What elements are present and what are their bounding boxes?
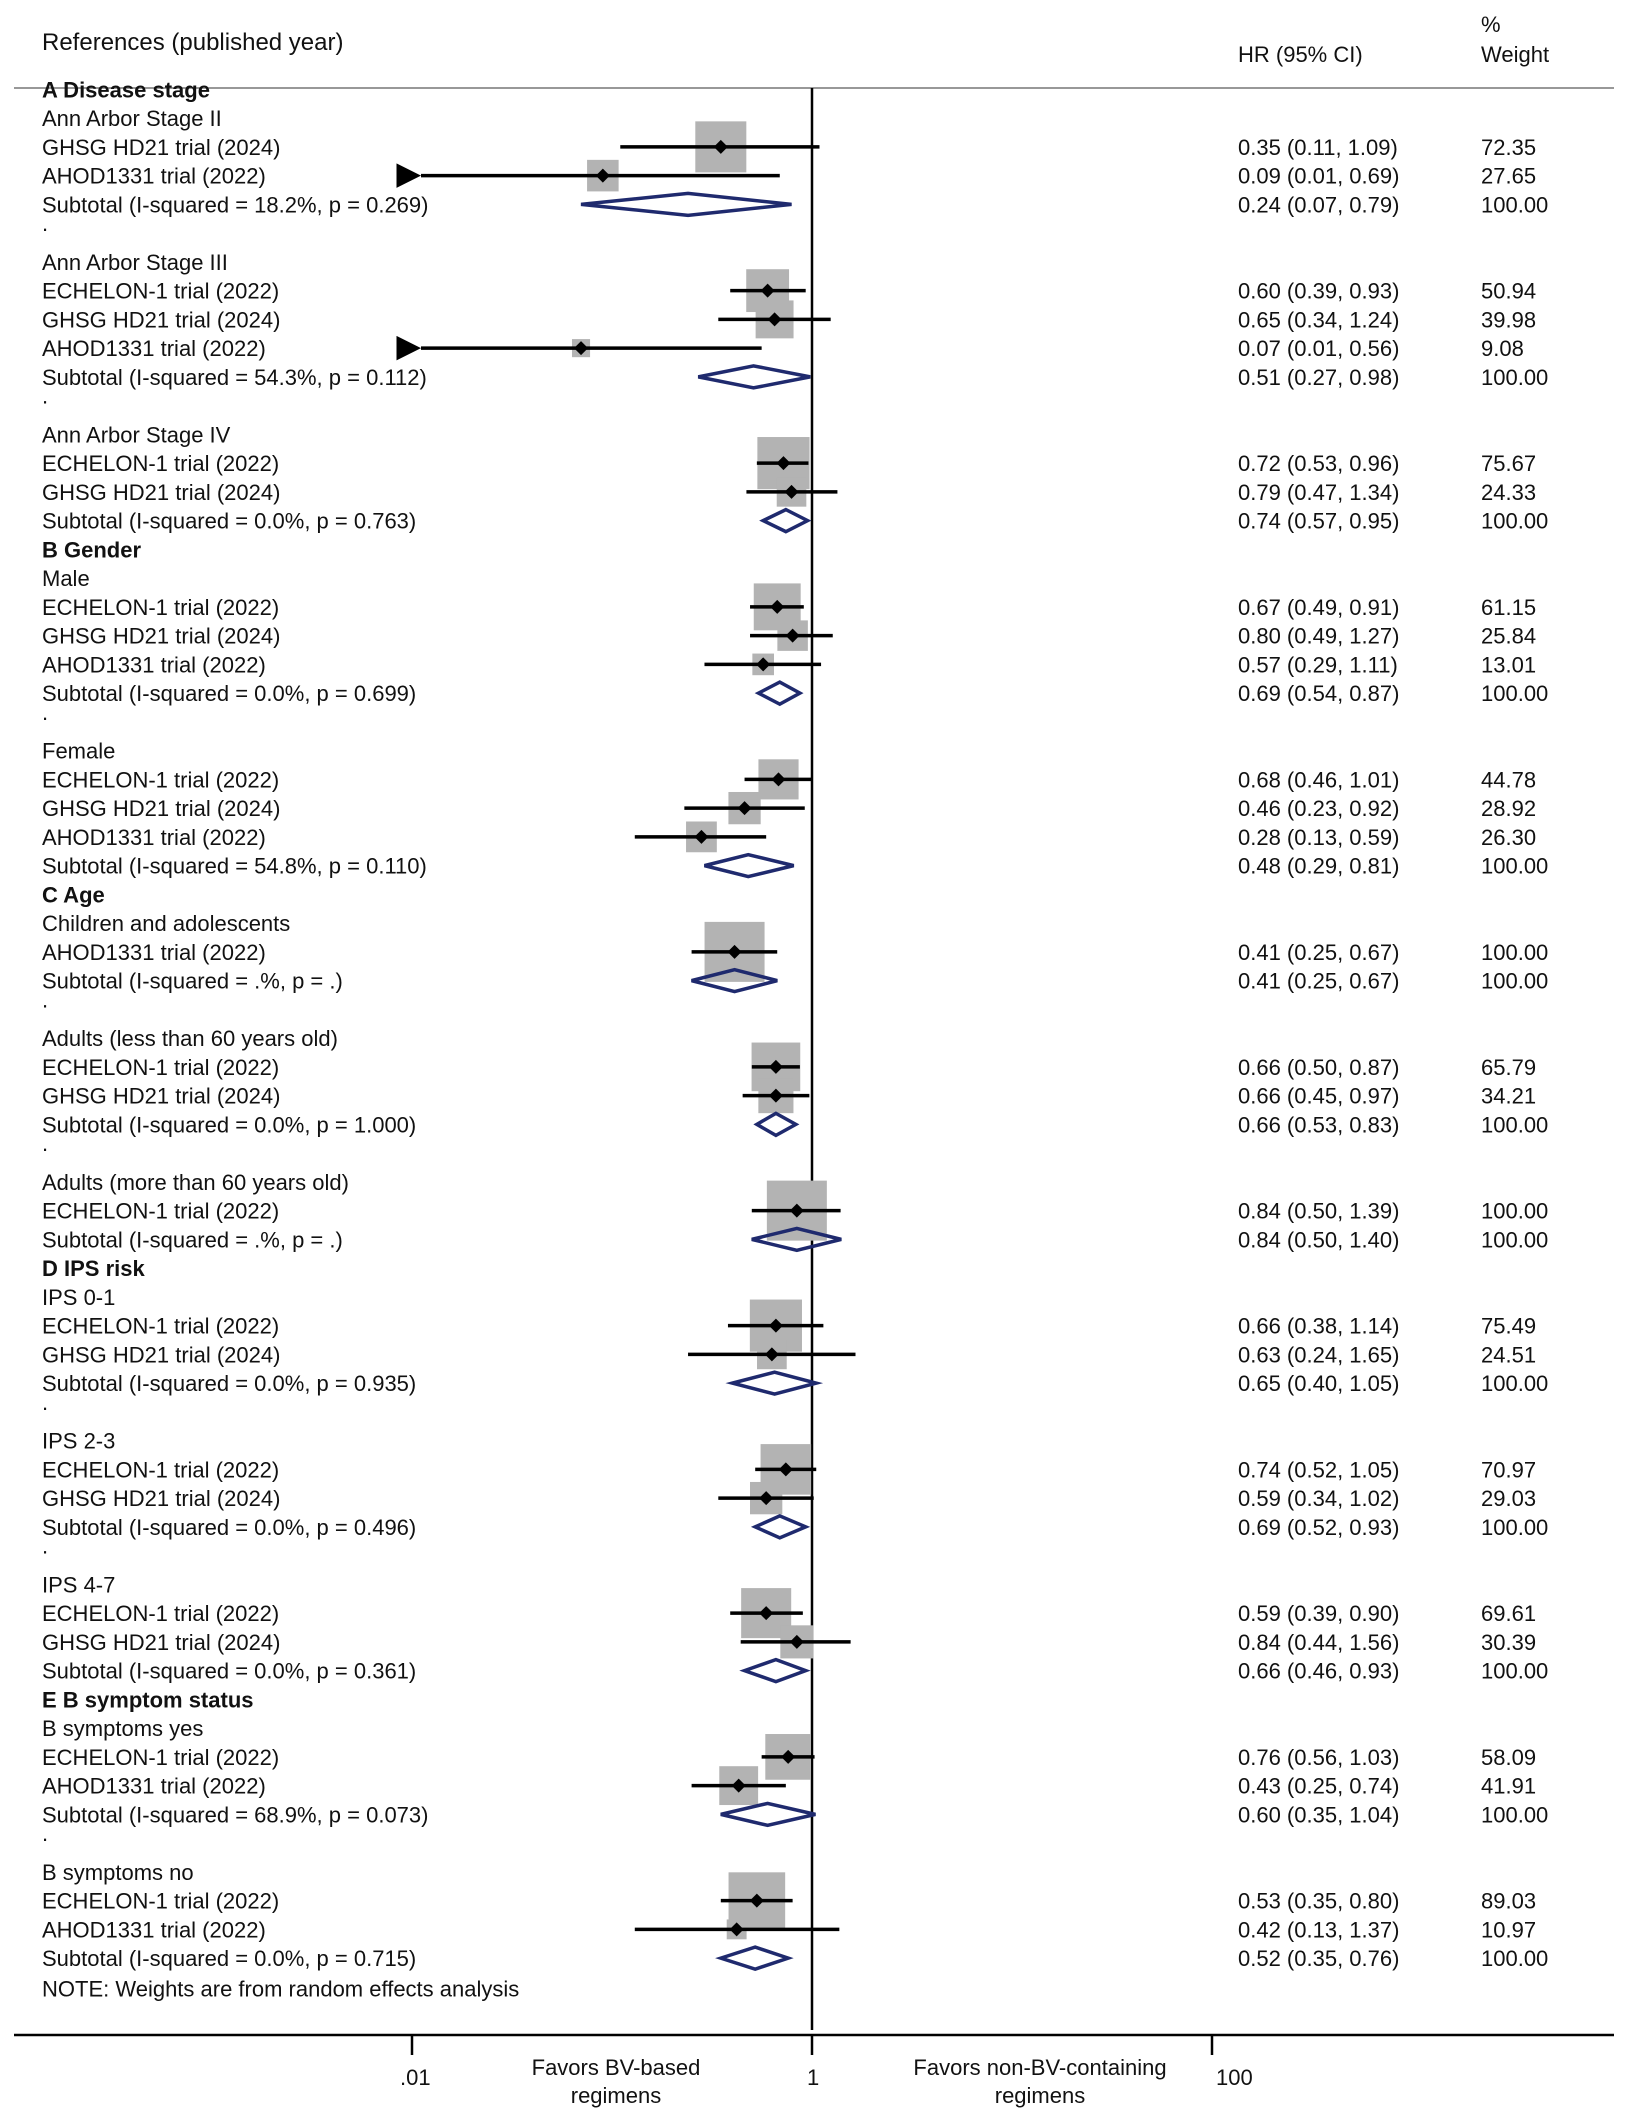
hr-ci-value: 0.59 (0.34, 1.02) <box>1238 1486 1400 1512</box>
weight-value: 29.03 <box>1481 1486 1537 1512</box>
weight-value: 100.00 <box>1481 364 1549 390</box>
weight-value: 26.30 <box>1481 824 1537 850</box>
weight-value: 69.61 <box>1481 1601 1537 1627</box>
hr-ci-value: 0.66 (0.45, 0.97) <box>1238 1083 1400 1109</box>
weight-value: 58.09 <box>1481 1744 1537 1770</box>
section-heading: B Gender <box>42 537 142 563</box>
hr-ci-value: 0.76 (0.56, 1.03) <box>1238 1744 1400 1770</box>
weight-value: 100.00 <box>1481 1198 1549 1224</box>
subtotal-diamond <box>721 1947 788 1969</box>
hr-ci-value: 0.53 (0.35, 0.80) <box>1238 1888 1400 1914</box>
subtotal-label: Subtotal (I-squared = .%, p = .) <box>42 968 343 994</box>
subtotal-label: Subtotal (I-squared = 54.8%, p = 0.110) <box>42 853 427 879</box>
hr-ci-value: 0.69 (0.52, 0.93) <box>1238 1514 1400 1540</box>
hr-ci-value: 0.42 (0.13, 1.37) <box>1238 1917 1400 1943</box>
study-label: GHSG HD21 trial (2024) <box>42 479 281 505</box>
axis-tick-label: 1 <box>807 2065 820 2090</box>
study-label: AHOD1331 trial (2022) <box>42 336 266 362</box>
weight-value: 44.78 <box>1481 767 1537 793</box>
hr-ci-value: 0.66 (0.38, 1.14) <box>1238 1313 1400 1339</box>
hr-ci-value: 0.65 (0.34, 1.24) <box>1238 307 1400 333</box>
hr-ci-value: 0.66 (0.53, 0.83) <box>1238 1112 1400 1138</box>
section-heading: E B symptom status <box>42 1687 254 1713</box>
hr-ci-value: 0.57 (0.29, 1.11) <box>1238 652 1398 678</box>
hr-ci-value: 0.63 (0.24, 1.65) <box>1238 1342 1400 1368</box>
section-heading: D IPS risk <box>42 1256 145 1282</box>
weight-value: 24.51 <box>1481 1342 1537 1368</box>
study-label: GHSG HD21 trial (2024) <box>42 307 281 333</box>
subtotal-label: Subtotal (I-squared = 0.0%, p = 0.699) <box>42 681 417 707</box>
subtotal-diamond <box>698 366 810 388</box>
hr-ci-value: 0.68 (0.46, 1.01) <box>1238 767 1400 793</box>
study-label: GHSG HD21 trial (2024) <box>42 1486 281 1512</box>
subgroup-label: Female <box>42 738 116 764</box>
axis-tick-label: 100 <box>1216 2065 1253 2090</box>
subtotal-label: Subtotal (I-squared = 0.0%, p = 0.361) <box>42 1658 417 1684</box>
hr-ci-value: 0.67 (0.49, 0.91) <box>1238 594 1400 620</box>
hr-ci-value: 0.69 (0.54, 0.87) <box>1238 681 1400 707</box>
subtotal-diamond <box>757 1113 796 1135</box>
study-label: ECHELON-1 trial (2022) <box>42 1054 280 1080</box>
hr-ci-value: 0.52 (0.35, 0.76) <box>1238 1946 1400 1972</box>
weight-value: 100.00 <box>1481 192 1549 218</box>
spacer-dot: . <box>42 1389 49 1415</box>
spacer-dot: . <box>42 1821 49 1847</box>
subtotal-label: Subtotal (I-squared = 0.0%, p = 1.000) <box>42 1112 417 1138</box>
weight-value: 10.97 <box>1481 1917 1537 1943</box>
study-label: GHSG HD21 trial (2024) <box>42 134 281 160</box>
weight-value: 28.92 <box>1481 796 1537 822</box>
weight-value: 9.08 <box>1481 336 1524 362</box>
section-heading: C Age <box>42 882 105 908</box>
weight-value: 27.65 <box>1481 163 1537 189</box>
subgroup-label: Adults (more than 60 years old) <box>42 1169 349 1195</box>
subtotal-diamond <box>763 510 807 532</box>
weight-header-line2: Weight <box>1481 42 1550 67</box>
hr-header: HR (95% CI) <box>1238 42 1363 67</box>
subtotal-diamond <box>721 1803 816 1825</box>
subtotal-label: Subtotal (I-squared = 18.2%, p = 0.269) <box>42 192 429 218</box>
subgroup-label: B symptoms no <box>42 1859 194 1885</box>
subtotal-label: Subtotal (I-squared = 54.3%, p = 0.112) <box>42 364 427 390</box>
hr-ci-value: 0.65 (0.40, 1.05) <box>1238 1371 1400 1397</box>
study-label: GHSG HD21 trial (2024) <box>42 623 281 649</box>
hr-ci-value: 0.41 (0.25, 0.67) <box>1238 939 1400 965</box>
subtotal-diamond <box>755 1516 805 1538</box>
study-label: ECHELON-1 trial (2022) <box>42 594 280 620</box>
hr-ci-value: 0.60 (0.39, 0.93) <box>1238 278 1400 304</box>
study-label: ECHELON-1 trial (2022) <box>42 1313 280 1339</box>
hr-ci-value: 0.09 (0.01, 0.69) <box>1238 163 1400 189</box>
spacer-dot: . <box>42 699 49 725</box>
study-label: ECHELON-1 trial (2022) <box>42 767 280 793</box>
subtotal-label: Subtotal (I-squared = 0.0%, p = 0.763) <box>42 508 417 534</box>
hr-ci-value: 0.43 (0.25, 0.74) <box>1238 1773 1400 1799</box>
weight-value: 30.39 <box>1481 1629 1537 1655</box>
weight-value: 89.03 <box>1481 1888 1537 1914</box>
hr-ci-value: 0.74 (0.57, 0.95) <box>1238 508 1400 534</box>
subtotal-label: Subtotal (I-squared = 0.0%, p = 0.935) <box>42 1371 417 1397</box>
weight-value: 65.79 <box>1481 1054 1537 1080</box>
hr-ci-value: 0.84 (0.50, 1.40) <box>1238 1227 1400 1253</box>
weight-value: 100.00 <box>1481 1946 1549 1972</box>
spacer-dot: . <box>42 987 49 1013</box>
forest-rows <box>42 77 1548 2001</box>
study-label: ECHELON-1 trial (2022) <box>42 451 280 477</box>
weight-value: 100.00 <box>1481 1514 1549 1540</box>
study-label: ECHELON-1 trial (2022) <box>42 1744 280 1770</box>
section-heading: A Disease stage <box>42 77 210 103</box>
study-label: GHSG HD21 trial (2024) <box>42 796 281 822</box>
hr-ci-value: 0.28 (0.13, 0.59) <box>1238 824 1400 850</box>
hr-ci-value: 0.48 (0.29, 0.81) <box>1238 853 1400 879</box>
weight-header-line1: % <box>1481 12 1501 37</box>
subgroup-label: Ann Arbor Stage IV <box>42 422 231 448</box>
left-favors-label-line2: regimens <box>570 2083 662 2108</box>
weight-value: 61.15 <box>1481 594 1537 620</box>
subtotal-diamond <box>758 682 799 704</box>
subgroup-label: Children and adolescents <box>42 911 291 937</box>
hr-ci-value: 0.35 (0.11, 1.09) <box>1238 134 1398 160</box>
spacer-dot: . <box>42 211 49 237</box>
subgroup-label: IPS 2-3 <box>42 1428 116 1454</box>
subtotal-diamond <box>704 855 793 877</box>
weight-value: 24.33 <box>1481 479 1537 505</box>
subtotal-label: Subtotal (I-squared = 0.0%, p = 0.496) <box>42 1514 417 1540</box>
study-label: AHOD1331 trial (2022) <box>42 1773 266 1799</box>
left-favors-label: Favors BV-based <box>531 2055 701 2080</box>
weight-value: 100.00 <box>1481 939 1549 965</box>
weight-value: 70.97 <box>1481 1457 1537 1483</box>
hr-ci-value: 0.51 (0.27, 0.98) <box>1238 364 1400 390</box>
weight-value: 25.84 <box>1481 623 1537 649</box>
subtotal-label: Subtotal (I-squared = 68.9%, p = 0.073) <box>42 1802 429 1828</box>
weight-value: 100.00 <box>1481 853 1549 879</box>
subtotal-diamond <box>581 193 792 215</box>
weight-value: 100.00 <box>1481 1802 1549 1828</box>
spacer-dot: . <box>42 1533 49 1559</box>
hr-ci-value: 0.60 (0.35, 1.04) <box>1238 1802 1400 1828</box>
weight-value: 72.35 <box>1481 134 1537 160</box>
study-label: AHOD1331 trial (2022) <box>42 939 266 965</box>
right-favors-label-line2: regimens <box>994 2083 1086 2108</box>
header <box>42 12 1549 67</box>
weight-value: 41.91 <box>1481 1773 1537 1799</box>
weight-value: 50.94 <box>1481 278 1537 304</box>
hr-ci-value: 0.24 (0.07, 0.79) <box>1238 192 1400 218</box>
weight-value: 100.00 <box>1481 681 1549 707</box>
hr-ci-value: 0.46 (0.23, 0.92) <box>1238 796 1400 822</box>
subgroup-label: Adults (less than 60 years old) <box>42 1026 338 1052</box>
subtotal-label: Subtotal (I-squared = .%, p = .) <box>42 1227 343 1253</box>
study-label: GHSG HD21 trial (2024) <box>42 1342 281 1368</box>
weight-value: 100.00 <box>1481 1371 1549 1397</box>
weight-value: 13.01 <box>1481 652 1537 678</box>
study-label: ECHELON-1 trial (2022) <box>42 278 280 304</box>
references-header: References (published year) <box>42 29 344 56</box>
hr-ci-value: 0.66 (0.50, 0.87) <box>1238 1054 1400 1080</box>
hr-ci-value: 0.74 (0.52, 1.05) <box>1238 1457 1400 1483</box>
hr-ci-value: 0.79 (0.47, 1.34) <box>1238 479 1400 505</box>
hr-ci-value: 0.80 (0.49, 1.27) <box>1238 623 1400 649</box>
study-label: AHOD1331 trial (2022) <box>42 824 266 850</box>
weight-value: 100.00 <box>1481 1227 1549 1253</box>
study-label: AHOD1331 trial (2022) <box>42 1917 266 1943</box>
weight-value: 100.00 <box>1481 1658 1549 1684</box>
hr-ci-value: 0.66 (0.46, 0.93) <box>1238 1658 1400 1684</box>
subgroup-label: IPS 4-7 <box>42 1572 116 1598</box>
subtotal-diamond <box>732 1372 816 1394</box>
weight-value: 39.98 <box>1481 307 1537 333</box>
hr-ci-value: 0.84 (0.44, 1.56) <box>1238 1629 1400 1655</box>
subgroup-label: IPS 0-1 <box>42 1284 116 1310</box>
spacer-dot: . <box>42 383 49 409</box>
study-label: ECHELON-1 trial (2022) <box>42 1198 280 1224</box>
study-label: ECHELON-1 trial (2022) <box>42 1457 280 1483</box>
study-label: GHSG HD21 trial (2024) <box>42 1629 281 1655</box>
study-label: ECHELON-1 trial (2022) <box>42 1888 280 1914</box>
study-label: GHSG HD21 trial (2024) <box>42 1083 281 1109</box>
study-label: AHOD1331 trial (2022) <box>42 652 266 678</box>
right-favors-label: Favors non-BV-containing <box>913 2055 1167 2080</box>
hr-ci-value: 0.84 (0.50, 1.39) <box>1238 1198 1400 1224</box>
x-axis <box>14 2035 1614 2108</box>
weights-note: NOTE: Weights are from random effects analysis <box>42 1976 520 2002</box>
weight-value: 34.21 <box>1481 1083 1537 1109</box>
hr-ci-value: 0.72 (0.53, 0.96) <box>1238 451 1400 477</box>
study-label: ECHELON-1 trial (2022) <box>42 1601 280 1627</box>
study-label: AHOD1331 trial (2022) <box>42 163 266 189</box>
weight-value: 75.67 <box>1481 451 1537 477</box>
hr-ci-value: 0.59 (0.39, 0.90) <box>1238 1601 1400 1627</box>
hr-ci-value: 0.41 (0.25, 0.67) <box>1238 968 1400 994</box>
hr-ci-value: 0.07 (0.01, 0.56) <box>1238 336 1400 362</box>
weight-value: 100.00 <box>1481 508 1549 534</box>
subtotal-diamond <box>745 1660 806 1682</box>
weight-value: 100.00 <box>1481 1112 1549 1138</box>
subtotal-label: Subtotal (I-squared = 0.0%, p = 0.715) <box>42 1946 417 1972</box>
subgroup-label: B symptoms yes <box>42 1716 204 1742</box>
spacer-dot: . <box>42 1131 49 1157</box>
subgroup-label: Ann Arbor Stage III <box>42 249 228 275</box>
subgroup-label: Male <box>42 566 90 592</box>
weight-value: 75.49 <box>1481 1313 1537 1339</box>
weight-value: 100.00 <box>1481 968 1549 994</box>
subgroup-label: Ann Arbor Stage II <box>42 106 222 132</box>
axis-tick-label: .01 <box>400 2065 431 2090</box>
